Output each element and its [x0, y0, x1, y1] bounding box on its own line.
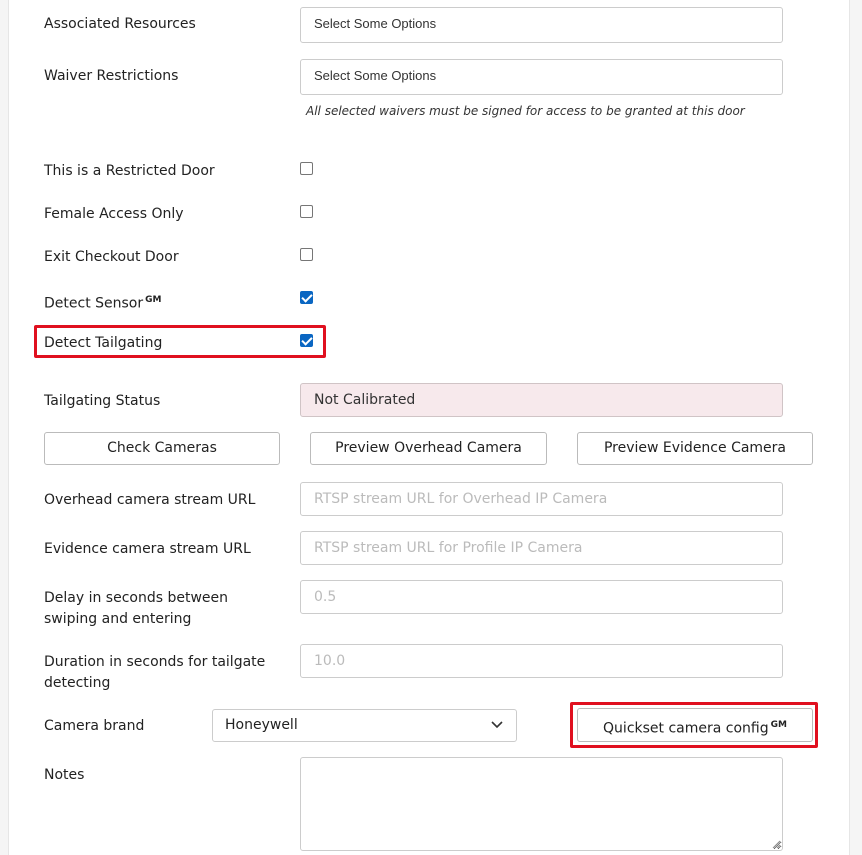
overhead-url-input[interactable]	[300, 482, 783, 516]
detect-sensor-label	[44, 290, 161, 315]
duration-input[interactable]	[300, 644, 783, 678]
detect-sensor-badge: GM	[145, 295, 162, 305]
waiver-hint: All selected waivers must be signed for access to be granted at this door	[306, 104, 745, 118]
preview-evidence-camera-button[interactable]: Preview Evidence Camera	[577, 432, 813, 465]
notes-textarea[interactable]	[300, 757, 783, 851]
associated-resources-select[interactable]: Select Some Options	[300, 7, 783, 43]
detect-tailgating-checkbox[interactable]	[300, 334, 313, 347]
check-cameras-button[interactable]: Check Cameras	[44, 432, 280, 465]
waiver-restrictions-label: Waiver Restrictions	[44, 68, 179, 84]
restricted-door-label: This is a Restricted Door	[44, 163, 215, 179]
restricted-door-checkbox[interactable]	[300, 162, 313, 175]
chevron-down-icon	[491, 721, 503, 729]
notes-label: Notes	[44, 767, 85, 783]
duration-label	[44, 652, 265, 694]
quickset-badge: GM	[770, 720, 787, 730]
resize-grip-icon[interactable]	[772, 840, 781, 849]
evidence-url-label: Evidence camera stream URL	[44, 541, 251, 557]
camera-brand-value: Honeywell	[225, 717, 298, 733]
detect-sensor-checkbox[interactable]	[300, 291, 313, 304]
delay-label-line1: Delay in seconds between	[44, 590, 229, 606]
delay-label-line2: swiping and entering	[44, 611, 192, 627]
evidence-url-input[interactable]	[300, 531, 783, 565]
quickset-camera-config-button[interactable]	[577, 708, 813, 742]
duration-label-line1: Duration in seconds for tailgate	[44, 654, 266, 670]
preview-overhead-camera-button[interactable]: Preview Overhead Camera	[310, 432, 547, 465]
camera-brand-label: Camera brand	[44, 718, 145, 734]
duration-label-line2: detecting	[44, 675, 111, 691]
tailgating-status-value: Not Calibrated	[300, 383, 783, 417]
overhead-url-label: Overhead camera stream URL	[44, 492, 256, 508]
tailgating-status-label: Tailgating Status	[44, 393, 161, 409]
quickset-label: Quickset camera config	[603, 720, 769, 737]
associated-resources-label: Associated Resources	[44, 16, 196, 32]
detect-sensor-text: Detect Sensor	[44, 295, 144, 312]
delay-input[interactable]	[300, 580, 783, 614]
delay-label	[44, 588, 228, 630]
camera-brand-select[interactable]	[212, 709, 517, 742]
exit-checkout-label: Exit Checkout Door	[44, 249, 179, 265]
detect-tailgating-label: Detect Tailgating	[44, 335, 163, 351]
waiver-restrictions-select[interactable]: Select Some Options	[300, 59, 783, 95]
female-access-checkbox[interactable]	[300, 205, 313, 218]
female-access-label: Female Access Only	[44, 206, 184, 222]
exit-checkout-checkbox[interactable]	[300, 248, 313, 261]
